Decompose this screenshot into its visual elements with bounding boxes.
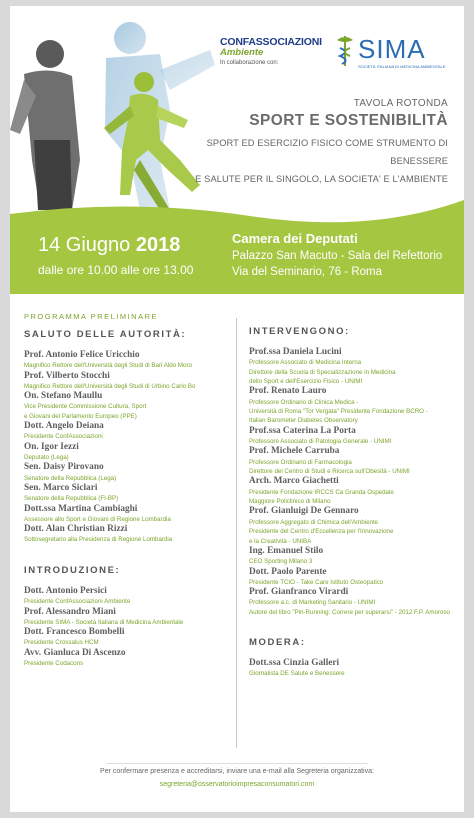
- speaker-entry: [24, 371, 224, 392]
- speaker-entry: [249, 476, 461, 506]
- speaker-role: Maggiore Policlinico di Milano: [249, 498, 331, 506]
- speaker-role: Magnifico Rettore dell'Università degli Studi di Urbino Carlo Bo: [24, 382, 196, 390]
- speaker-name: Dott. Paolo Parente: [249, 566, 327, 577]
- speaker-entry: [249, 426, 461, 447]
- event-date: [38, 234, 193, 257]
- event-date-year: 2018: [135, 234, 181, 256]
- speaker-role: Presidente TCIO - Take Care Istituto Osteopatico: [249, 578, 384, 586]
- event-subtitle-line: SPORT ED ESERCIZIO FISICO COME STRUMENTO DI BENESSERE: [206, 138, 448, 166]
- sima-name: SIMA: [358, 34, 426, 64]
- speaker-name: Prof.ssa Daniela Lucini: [249, 347, 342, 357]
- confassociazioni-logo: [220, 36, 330, 66]
- speaker-entry: [24, 391, 224, 421]
- speaker-role: Presidente SIMA - Società Italiana di Medicina Ambientale: [24, 618, 184, 626]
- speaker-entry: [24, 442, 224, 463]
- speaker-role: Professore Ordinario di Farmacologia: [249, 458, 352, 466]
- speaker-entry: [24, 648, 224, 669]
- speaker-entry: [249, 347, 461, 386]
- speaker-entry: [249, 567, 461, 588]
- speaker-name: Prof. Gianfranco Virardi: [249, 587, 349, 598]
- event-title: SPORT E SOSTENIBILITÀ: [249, 112, 448, 129]
- speaker-role: Italian Barometer Diabetes Observatory: [249, 417, 358, 425]
- speaker-name: Prof. Antonio Felice Uricchio: [24, 350, 140, 360]
- section-heading: SALUTO DELLE AUTORITÀ:: [24, 329, 187, 340]
- speaker-name: Prof. Gianluigi De Gennaro: [249, 506, 359, 517]
- speaker-entry: [24, 607, 224, 628]
- speaker-entry: [24, 586, 224, 607]
- speaker-name: Dott. Alan Christian Rizzi: [24, 524, 128, 535]
- speaker-entry: [24, 504, 224, 525]
- event-kicker: TAVOLA ROTONDA: [353, 98, 448, 109]
- event-titles: [148, 98, 448, 188]
- column-divider: [236, 318, 237, 748]
- footer: [10, 768, 464, 788]
- speaker-role: Direttore del Centro di Studi e Ricerca sull'Obesità - UNIMI: [249, 468, 410, 476]
- speaker-name: Sen. Daisy Pirovano: [24, 462, 104, 473]
- speaker-role: Senatore della Repubblica (FI-BP): [24, 495, 119, 503]
- speaker-name: Avv. Gianluca Di Ascenzo: [24, 647, 126, 658]
- speaker-entry: [249, 446, 461, 476]
- speaker-role: Assessore allo Sport e Giovani di Regione Lombardia: [24, 515, 171, 523]
- speaker-role: Professore Associato di Medicina Interna: [249, 359, 362, 367]
- event-address: Via del Seminario, 76 - Roma: [232, 266, 382, 278]
- speaker-role: Università di Roma "Tor Vergata" Presidente Fondazione BCRO -: [249, 408, 428, 416]
- speaker-role: Professore Ordinario di Clinica Medica -: [249, 398, 359, 406]
- speaker-name: Prof. Vilberto Stocchi: [24, 370, 110, 381]
- speaker-role: Presidente Fondazione IRCCS Ca Granda Ospedale: [249, 488, 394, 496]
- speaker-role: Vice Presidente Commissione Cultura, Sport: [24, 403, 147, 411]
- speaker-name: Prof.ssa Caterina La Porta: [249, 425, 356, 436]
- speaker-role: Presidente Crossalus HCM: [24, 639, 99, 647]
- speaker-name: On. Igor Iezzi: [24, 441, 79, 452]
- footer-divider: [106, 763, 368, 764]
- section-heading: INTRODUZIONE:: [24, 564, 121, 576]
- speaker-role: Autore del libro "Pin-Running: Correre per superarsi" - 2012 F.P. Amoroso: [249, 608, 450, 616]
- event-date-day: 14 Giugno: [38, 234, 131, 256]
- speaker-name: Dott. Antonio Persici: [24, 585, 107, 596]
- interv-list: [249, 347, 461, 617]
- event-time: dalle ore 10.00 alle ore 13.00: [38, 263, 194, 277]
- speaker-name: Dott.ssa Martina Cambiaghi: [24, 503, 138, 514]
- flyer-page: [10, 6, 464, 812]
- speaker-entry: [249, 386, 461, 425]
- speaker-role: Professore Associato di Patologia Generale - UNIMI: [249, 438, 392, 446]
- speaker-entry: [249, 506, 461, 545]
- speaker-role: Presidente ConfAssociazioni: [24, 433, 103, 441]
- program-left-column: [24, 312, 224, 668]
- intro-list: [24, 586, 224, 668]
- speaker-role: Giornalista DE Salute e Benessere: [249, 670, 345, 678]
- modera-list: [249, 658, 461, 679]
- speaker-name: Prof. Renato Lauro: [249, 386, 327, 397]
- speaker-role: Presidente ConfAssociazioni Ambiente: [24, 598, 131, 606]
- speaker-entry: [249, 546, 461, 567]
- speaker-name: Arch. Marco Giachetti: [249, 476, 339, 487]
- speaker-entry: [249, 587, 461, 617]
- event-subtitle: [148, 134, 448, 188]
- event-date-block: [38, 234, 193, 277]
- event-venue-block: [232, 231, 442, 280]
- event-place-line: Palazzo San Macuto - Sala del Refettorio: [232, 250, 443, 262]
- speaker-name: On. Stefano Maullu: [24, 391, 103, 402]
- speaker-role: Senatore della Repubblica (Lega): [24, 474, 117, 482]
- footer-text: Per confermare presenza e accreditarsi, inviare una e-mail alla Segreteria organizzativa:: [100, 768, 374, 775]
- caduceus-icon: [334, 32, 356, 68]
- program-right-column: [249, 312, 461, 679]
- speaker-name: Sen. Marco Siclari: [24, 483, 98, 494]
- speaker-role: Presidente Codacons: [24, 659, 84, 667]
- speaker-role: CEO Sporting Milano 3: [249, 558, 313, 566]
- speaker-name: Dott. Francesco Bombelli: [24, 627, 125, 638]
- speaker-role: Direttore della Scuola di Specializzazione in Medicina: [249, 368, 396, 376]
- speaker-role: Deputato (Lega): [24, 454, 69, 462]
- speaker-role: Professore a.c. di Marketing Sanitario - UNIMI: [249, 599, 376, 607]
- sima-logo: [332, 32, 462, 72]
- event-venue: Camera dei Deputati: [232, 231, 358, 246]
- speaker-name: Prof. Alessandro Miani: [24, 606, 116, 617]
- speaker-entry: [24, 627, 224, 648]
- speaker-role: e Giovani del Parlamento Europeo (PPE): [24, 412, 137, 420]
- confassociazioni-name: CONFASSOCIAZIONI: [220, 36, 322, 48]
- speaker-role: Sottosegretario alla Presidenza di Regione Lombardia: [24, 536, 173, 544]
- sima-fullname: SOCIETÀ ITALIANA DI MEDICINA AMBIENTALE: [358, 64, 446, 69]
- speaker-name: Prof. Michele Carruba: [249, 446, 340, 457]
- speaker-role: Professore Aggregato di Chimica dell'Ambiente: [249, 518, 379, 526]
- footer-email[interactable]: segreteria@osservatorioimpresaconsumatori.com: [159, 781, 315, 788]
- section-heading: MODERA:: [249, 637, 306, 649]
- speaker-role: e la Creatività - UNIBA: [249, 537, 312, 545]
- collaboration-label: In collaborazione con:: [220, 60, 279, 66]
- saluto-list: [24, 350, 224, 545]
- speaker-entry: [24, 524, 224, 545]
- event-place: [232, 248, 442, 280]
- speaker-entry: [24, 421, 224, 442]
- speaker-role: dello Sport e dell'Esercizio Fisico - UNIMI: [249, 378, 363, 386]
- speaker-entry: [24, 350, 224, 371]
- speaker-role: Presidente del Centro d'Eccellenza per l'Innovazione: [249, 528, 394, 536]
- speaker-entry: [24, 483, 224, 504]
- confassociazioni-ambiente: Ambiente: [220, 47, 264, 58]
- event-subtitle-line: E SALUTE PER IL SINGOLO, LA SOCIETA' E L'AMBIENTE: [195, 174, 448, 184]
- section-heading: INTERVENGONO:: [249, 326, 350, 337]
- speaker-name: Ing. Emanuel Stilo: [249, 545, 324, 556]
- speaker-role: Magnifico Rettore dell'Università degli Studi di Bari Aldo Moro: [24, 362, 192, 370]
- speaker-name: Dott. Angelo Deiana: [24, 421, 104, 432]
- speaker-entry: [24, 462, 224, 483]
- speaker-name: Dott.ssa Cinzia Galleri: [249, 658, 340, 669]
- program-label: PROGRAMMA PRELIMINARE: [24, 312, 159, 321]
- speaker-entry: [249, 658, 461, 679]
